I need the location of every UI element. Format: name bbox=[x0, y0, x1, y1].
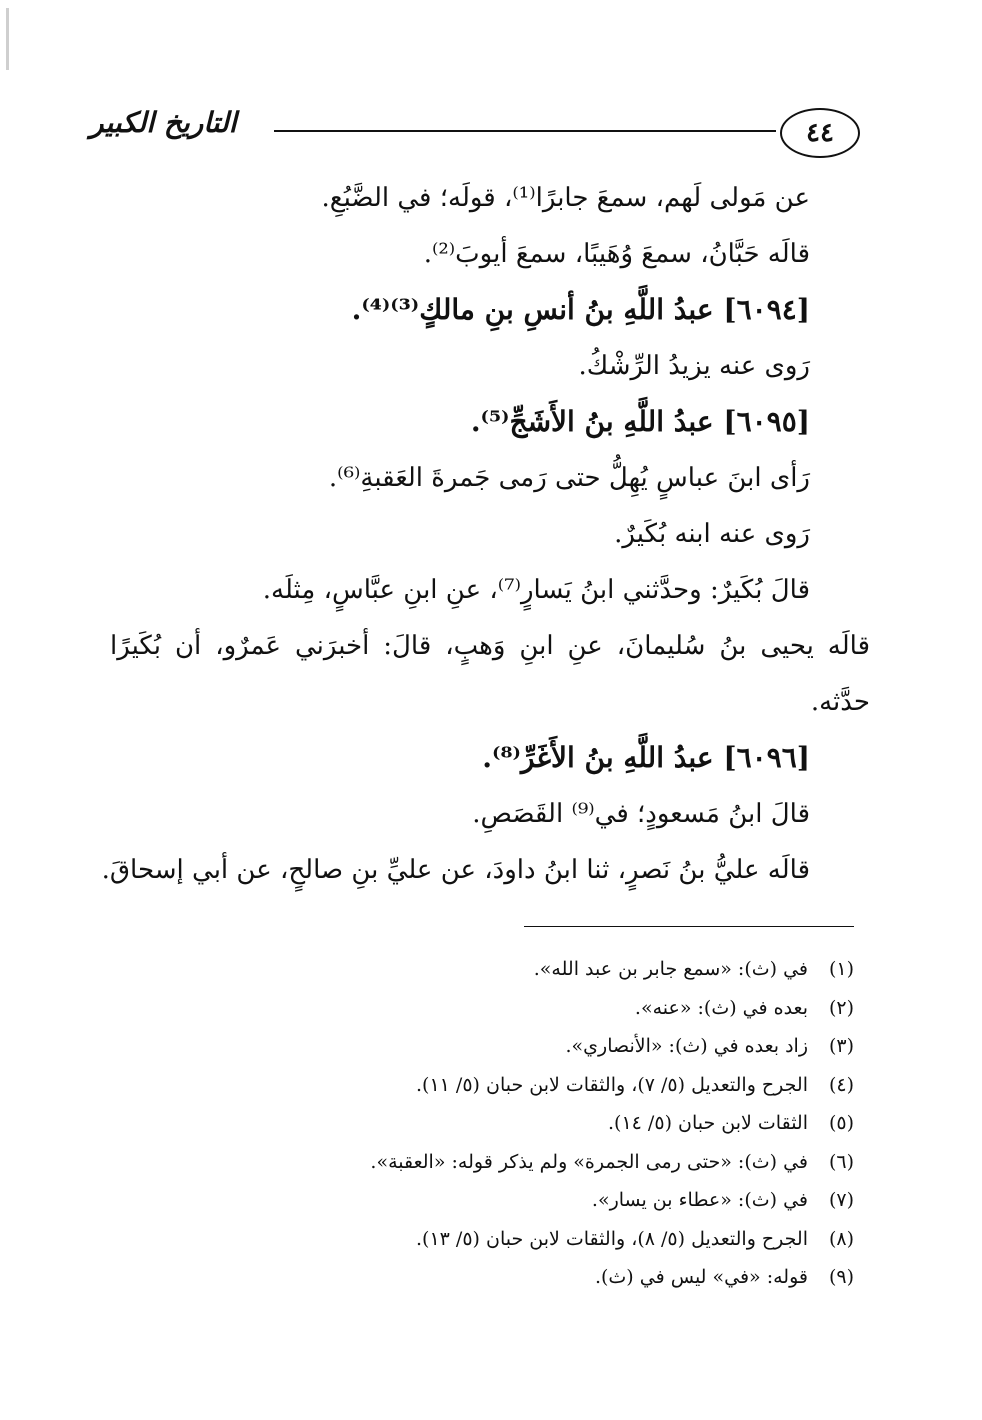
text-line: حدَّثه. bbox=[810, 687, 870, 717]
book-title: التاريخ الكبير bbox=[90, 106, 237, 139]
footnote-number: (٣) bbox=[828, 1035, 854, 1057]
footnote-number: (٨) bbox=[828, 1227, 854, 1250]
footnotes bbox=[110, 950, 854, 1297]
footnotes-divider bbox=[524, 926, 854, 927]
footnote bbox=[110, 1104, 854, 1143]
footnote-text: الثقات لابن حبان (٥/ ١٤). bbox=[608, 1112, 808, 1134]
footnote bbox=[110, 989, 854, 1028]
footnote bbox=[110, 1143, 854, 1182]
footnote-number: (١) bbox=[828, 958, 854, 980]
entry-heading: [٦٠٩٥] عبدُ اللَّهِ بنُ الأَشَجِّ⁽⁵⁾. bbox=[470, 405, 810, 438]
main-text bbox=[101, 170, 870, 898]
page-number-badge bbox=[780, 108, 860, 158]
footnote-text: الجرح والتعديل (٥/ ٧)، والثقات لابن حبان (٥/ ١١). bbox=[416, 1073, 808, 1096]
footnote-text: زاد بعده في (ث): «الأنصاري». bbox=[565, 1035, 808, 1057]
footnote bbox=[110, 1066, 854, 1105]
text-line: رَوى عنه يزيدُ الرِّشْكُ. bbox=[578, 351, 810, 381]
footnote-text: في (ث): «حتى رمى الجمرة» ولم يذكر قوله: «العقبة». bbox=[370, 1150, 808, 1173]
footnote bbox=[110, 950, 854, 989]
entry-heading: [٦٠٩٤] عبدُ اللَّهِ بنُ أنسِ بنِ مالكٍ⁽³⁾⁽⁴⁾. bbox=[351, 293, 810, 326]
text-line: رَوى عنه ابنه بُكَيرٌ. bbox=[614, 519, 810, 549]
footnote-number: (٢) bbox=[828, 996, 854, 1019]
text-line: قالَ بُكَيرٌ: وحدَّثني ابنُ يَسارٍ⁽⁷⁾، عنِ ابنِ عبَّاسٍ، مِثلَه. bbox=[262, 575, 810, 605]
text-line: قالَه يحيى بنُ سُليمانَ، عنِ ابنِ وَهبٍ، قالَ: أخبرَني عَمرٌو، أن بُكَيرًا bbox=[110, 631, 870, 661]
text-line: قالَه عليُّ بنُ نَصرٍ، ثنا ابنُ داودَ، عن عليِّ بنِ صالحٍ، عن أبي إسحاقَ. bbox=[101, 855, 810, 885]
entry-heading: [٦٠٩٦] عبدُ اللَّهِ بنُ الأَغَرِّ⁽⁸⁾. bbox=[482, 741, 810, 774]
footnote-text: في (ث): «سمع جابر بن عبد الله». bbox=[533, 958, 808, 980]
text-line: قالَ ابنُ مَسعودٍ؛ في⁽⁹⁾ القَصَصِ. bbox=[472, 799, 810, 829]
page-edge-mark bbox=[6, 8, 9, 70]
footnote-number: (٩) bbox=[828, 1266, 854, 1288]
page-header bbox=[90, 104, 860, 164]
header-divider bbox=[274, 130, 776, 132]
footnote bbox=[110, 1027, 854, 1066]
footnote-number: (٧) bbox=[828, 1189, 854, 1211]
footnote bbox=[110, 1258, 854, 1297]
footnote-text: بعده في (ث): «عنه». bbox=[634, 996, 808, 1019]
footnote bbox=[110, 1220, 854, 1259]
footnote-text: الجرح والتعديل (٥/ ٨)، والثقات لابن حبان (٥/ ١٣). bbox=[416, 1227, 808, 1250]
footnote-text: في (ث): «عطاء بن يسار». bbox=[591, 1189, 808, 1211]
footnote-number: (٤) bbox=[828, 1073, 854, 1096]
footnote-number: (٦) bbox=[828, 1150, 854, 1173]
footnote bbox=[110, 1181, 854, 1220]
footnote-text: قوله: «في» ليس في (ث). bbox=[594, 1266, 808, 1288]
text-line: رَأى ابنَ عباسٍ يُهِلُّ حتى رَمى جَمرةَ العَقبةِ⁽⁶⁾. bbox=[328, 463, 810, 493]
text-line: قالَه حَبَّانُ، سمعَ وُهَيبًا، سمعَ أيوبَ⁽²⁾. bbox=[423, 239, 810, 269]
text-line: عن مَولى لَهم، سمعَ جابرًا⁽¹⁾، قولَه؛ في الضَّبُعِ. bbox=[321, 183, 810, 213]
page-number: ٤٤ bbox=[806, 118, 834, 148]
footnote-number: (٥) bbox=[828, 1112, 854, 1134]
